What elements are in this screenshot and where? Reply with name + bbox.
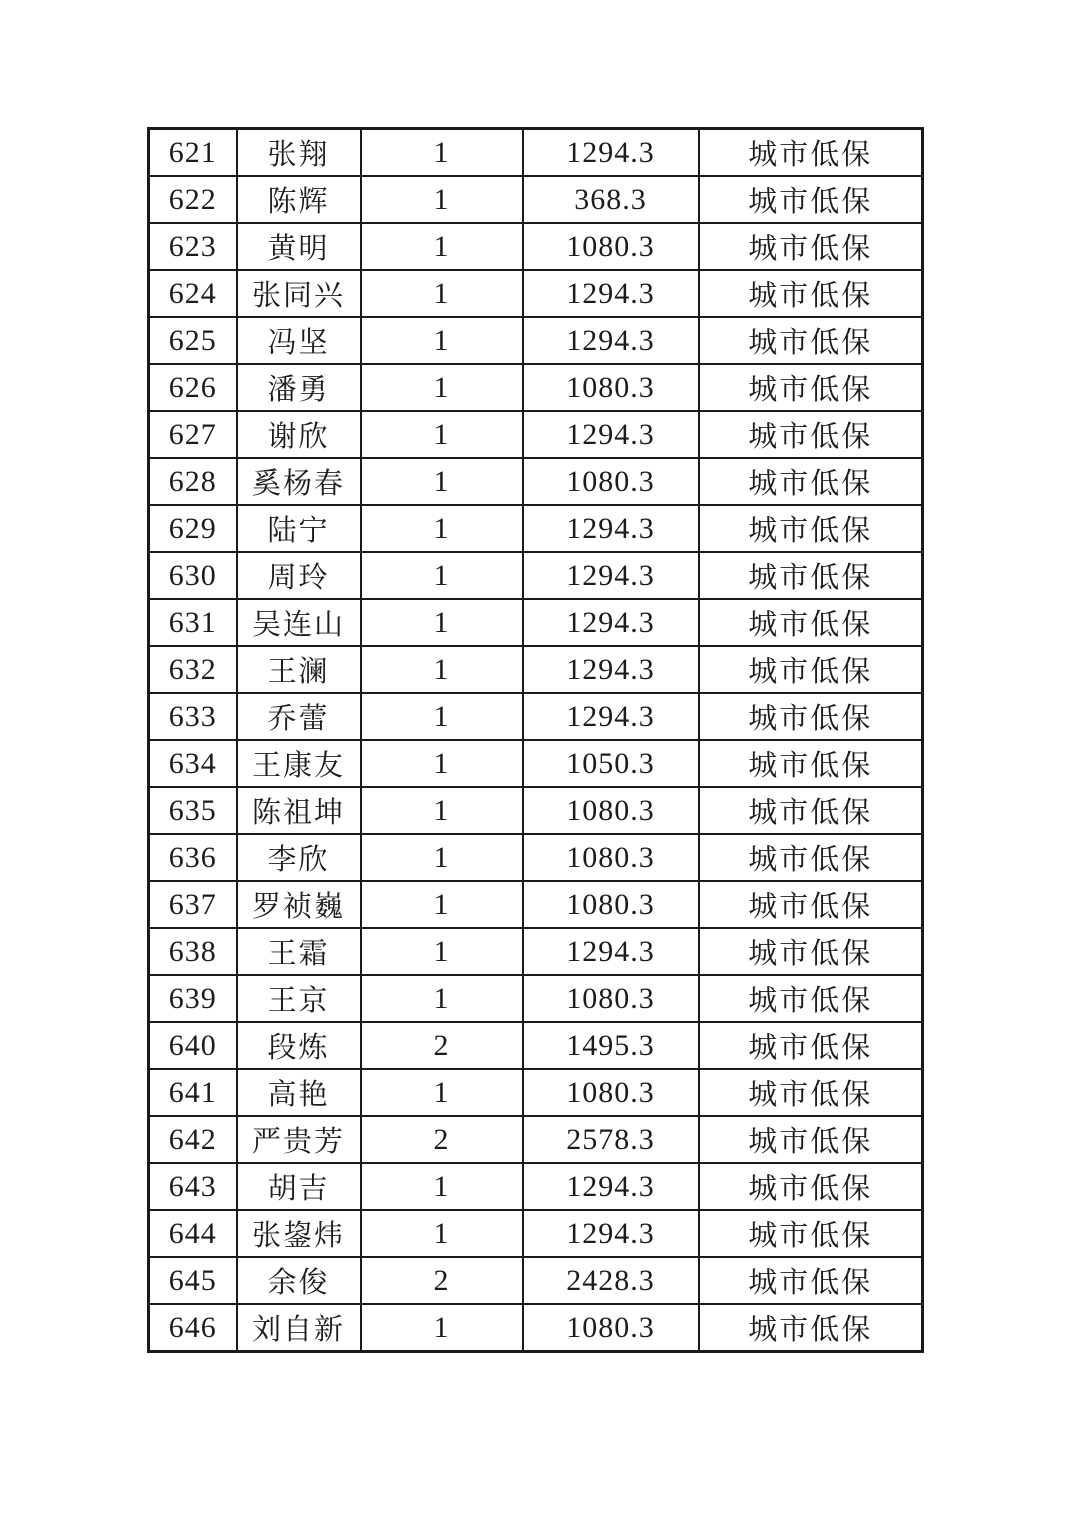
cell-category: 城市低保 <box>699 223 923 270</box>
cell-amount: 2428.3 <box>523 1257 699 1304</box>
cell-count: 1 <box>361 693 523 740</box>
cell-count: 1 <box>361 505 523 552</box>
cell-amount: 1294.3 <box>523 411 699 458</box>
cell-index: 637 <box>149 881 237 928</box>
cell-index: 644 <box>149 1210 237 1257</box>
cell-amount: 1294.3 <box>523 505 699 552</box>
cell-amount: 1294.3 <box>523 129 699 177</box>
cell-name: 刘自新 <box>237 1304 361 1352</box>
cell-count: 1 <box>361 599 523 646</box>
cell-amount: 1294.3 <box>523 646 699 693</box>
table-row <box>149 1163 923 1210</box>
cell-count: 2 <box>361 1257 523 1304</box>
table-row <box>149 411 923 458</box>
table-row <box>149 881 923 928</box>
cell-amount: 1080.3 <box>523 1304 699 1352</box>
cell-name: 陈祖坤 <box>237 787 361 834</box>
table-row <box>149 129 923 177</box>
cell-name: 张同兴 <box>237 270 361 317</box>
cell-name: 陆宁 <box>237 505 361 552</box>
cell-name: 张鋆炜 <box>237 1210 361 1257</box>
cell-category: 城市低保 <box>699 975 923 1022</box>
table-row <box>149 552 923 599</box>
cell-amount: 1294.3 <box>523 317 699 364</box>
cell-name: 段炼 <box>237 1022 361 1069</box>
table-row <box>149 599 923 646</box>
cell-amount: 1080.3 <box>523 364 699 411</box>
cell-name: 潘勇 <box>237 364 361 411</box>
table-row <box>149 740 923 787</box>
cell-category: 城市低保 <box>699 270 923 317</box>
cell-amount: 1294.3 <box>523 599 699 646</box>
cell-name: 吴连山 <box>237 599 361 646</box>
cell-amount: 1294.3 <box>523 552 699 599</box>
cell-index: 623 <box>149 223 237 270</box>
cell-category: 城市低保 <box>699 1304 923 1352</box>
table-row <box>149 317 923 364</box>
cell-category: 城市低保 <box>699 1163 923 1210</box>
cell-category: 城市低保 <box>699 1210 923 1257</box>
cell-index: 646 <box>149 1304 237 1352</box>
cell-index: 631 <box>149 599 237 646</box>
cell-name: 胡吉 <box>237 1163 361 1210</box>
cell-count: 2 <box>361 1022 523 1069</box>
cell-count: 1 <box>361 223 523 270</box>
cell-index: 626 <box>149 364 237 411</box>
cell-count: 1 <box>361 928 523 975</box>
cell-index: 635 <box>149 787 237 834</box>
cell-index: 624 <box>149 270 237 317</box>
table-row <box>149 364 923 411</box>
cell-index: 640 <box>149 1022 237 1069</box>
cell-index: 621 <box>149 129 237 177</box>
cell-count: 1 <box>361 1069 523 1116</box>
table-row <box>149 505 923 552</box>
table-row <box>149 646 923 693</box>
cell-index: 628 <box>149 458 237 505</box>
cell-name: 余俊 <box>237 1257 361 1304</box>
cell-category: 城市低保 <box>699 834 923 881</box>
table-row <box>149 270 923 317</box>
cell-index: 643 <box>149 1163 237 1210</box>
cell-category: 城市低保 <box>699 1257 923 1304</box>
cell-amount: 1294.3 <box>523 270 699 317</box>
cell-name: 王霜 <box>237 928 361 975</box>
cell-index: 639 <box>149 975 237 1022</box>
cell-category: 城市低保 <box>699 646 923 693</box>
cell-count: 1 <box>361 1210 523 1257</box>
cell-count: 1 <box>361 458 523 505</box>
cell-category: 城市低保 <box>699 693 923 740</box>
cell-amount: 2578.3 <box>523 1116 699 1163</box>
cell-name: 王京 <box>237 975 361 1022</box>
table-row <box>149 1069 923 1116</box>
cell-name: 奚杨春 <box>237 458 361 505</box>
cell-index: 642 <box>149 1116 237 1163</box>
cell-category: 城市低保 <box>699 552 923 599</box>
table-row <box>149 1116 923 1163</box>
cell-count: 1 <box>361 270 523 317</box>
cell-amount: 368.3 <box>523 176 699 223</box>
cell-count: 1 <box>361 787 523 834</box>
cell-index: 627 <box>149 411 237 458</box>
cell-count: 2 <box>361 1116 523 1163</box>
cell-index: 641 <box>149 1069 237 1116</box>
cell-name: 张翔 <box>237 129 361 177</box>
cell-name: 高艳 <box>237 1069 361 1116</box>
cell-count: 1 <box>361 364 523 411</box>
cell-index: 622 <box>149 176 237 223</box>
cell-amount: 1080.3 <box>523 975 699 1022</box>
cell-index: 633 <box>149 693 237 740</box>
cell-amount: 1294.3 <box>523 693 699 740</box>
table-row <box>149 176 923 223</box>
cell-name: 陈辉 <box>237 176 361 223</box>
cell-category: 城市低保 <box>699 458 923 505</box>
cell-count: 1 <box>361 740 523 787</box>
cell-count: 1 <box>361 411 523 458</box>
cell-index: 636 <box>149 834 237 881</box>
cell-name: 王康友 <box>237 740 361 787</box>
cell-category: 城市低保 <box>699 928 923 975</box>
cell-amount: 1080.3 <box>523 881 699 928</box>
cell-index: 625 <box>149 317 237 364</box>
cell-amount: 1050.3 <box>523 740 699 787</box>
cell-category: 城市低保 <box>699 176 923 223</box>
cell-amount: 1294.3 <box>523 1163 699 1210</box>
cell-name: 乔蕾 <box>237 693 361 740</box>
cell-count: 1 <box>361 834 523 881</box>
record-table <box>147 127 924 1353</box>
cell-category: 城市低保 <box>699 599 923 646</box>
cell-category: 城市低保 <box>699 787 923 834</box>
table-row <box>149 1210 923 1257</box>
cell-count: 1 <box>361 129 523 177</box>
cell-name: 李欣 <box>237 834 361 881</box>
cell-name: 严贵芳 <box>237 1116 361 1163</box>
cell-name: 罗祯巍 <box>237 881 361 928</box>
cell-amount: 1294.3 <box>523 928 699 975</box>
cell-index: 629 <box>149 505 237 552</box>
cell-name: 黄明 <box>237 223 361 270</box>
cell-name: 谢欣 <box>237 411 361 458</box>
table-row <box>149 1022 923 1069</box>
cell-index: 638 <box>149 928 237 975</box>
cell-amount: 1080.3 <box>523 834 699 881</box>
table-row <box>149 693 923 740</box>
cell-amount: 1080.3 <box>523 787 699 834</box>
cell-count: 1 <box>361 552 523 599</box>
cell-category: 城市低保 <box>699 1116 923 1163</box>
cell-name: 周玲 <box>237 552 361 599</box>
cell-count: 1 <box>361 881 523 928</box>
cell-count: 1 <box>361 1304 523 1352</box>
cell-index: 634 <box>149 740 237 787</box>
table-row <box>149 834 923 881</box>
cell-index: 645 <box>149 1257 237 1304</box>
cell-category: 城市低保 <box>699 1069 923 1116</box>
cell-name: 王澜 <box>237 646 361 693</box>
table-row <box>149 975 923 1022</box>
cell-amount: 1294.3 <box>523 1210 699 1257</box>
cell-category: 城市低保 <box>699 881 923 928</box>
table-row <box>149 787 923 834</box>
cell-count: 1 <box>361 176 523 223</box>
cell-amount: 1080.3 <box>523 458 699 505</box>
cell-amount: 1080.3 <box>523 1069 699 1116</box>
table-row <box>149 458 923 505</box>
cell-amount: 1080.3 <box>523 223 699 270</box>
cell-count: 1 <box>361 646 523 693</box>
table-row <box>149 928 923 975</box>
cell-index: 632 <box>149 646 237 693</box>
table-row <box>149 1304 923 1352</box>
cell-index: 630 <box>149 552 237 599</box>
cell-category: 城市低保 <box>699 505 923 552</box>
cell-count: 1 <box>361 317 523 364</box>
cell-count: 1 <box>361 975 523 1022</box>
record-table-body <box>149 129 923 1352</box>
cell-category: 城市低保 <box>699 317 923 364</box>
cell-category: 城市低保 <box>699 364 923 411</box>
cell-category: 城市低保 <box>699 1022 923 1069</box>
table-row <box>149 1257 923 1304</box>
table-row <box>149 223 923 270</box>
cell-name: 冯坚 <box>237 317 361 364</box>
cell-category: 城市低保 <box>699 129 923 177</box>
cell-category: 城市低保 <box>699 411 923 458</box>
cell-amount: 1495.3 <box>523 1022 699 1069</box>
cell-count: 1 <box>361 1163 523 1210</box>
cell-category: 城市低保 <box>699 740 923 787</box>
